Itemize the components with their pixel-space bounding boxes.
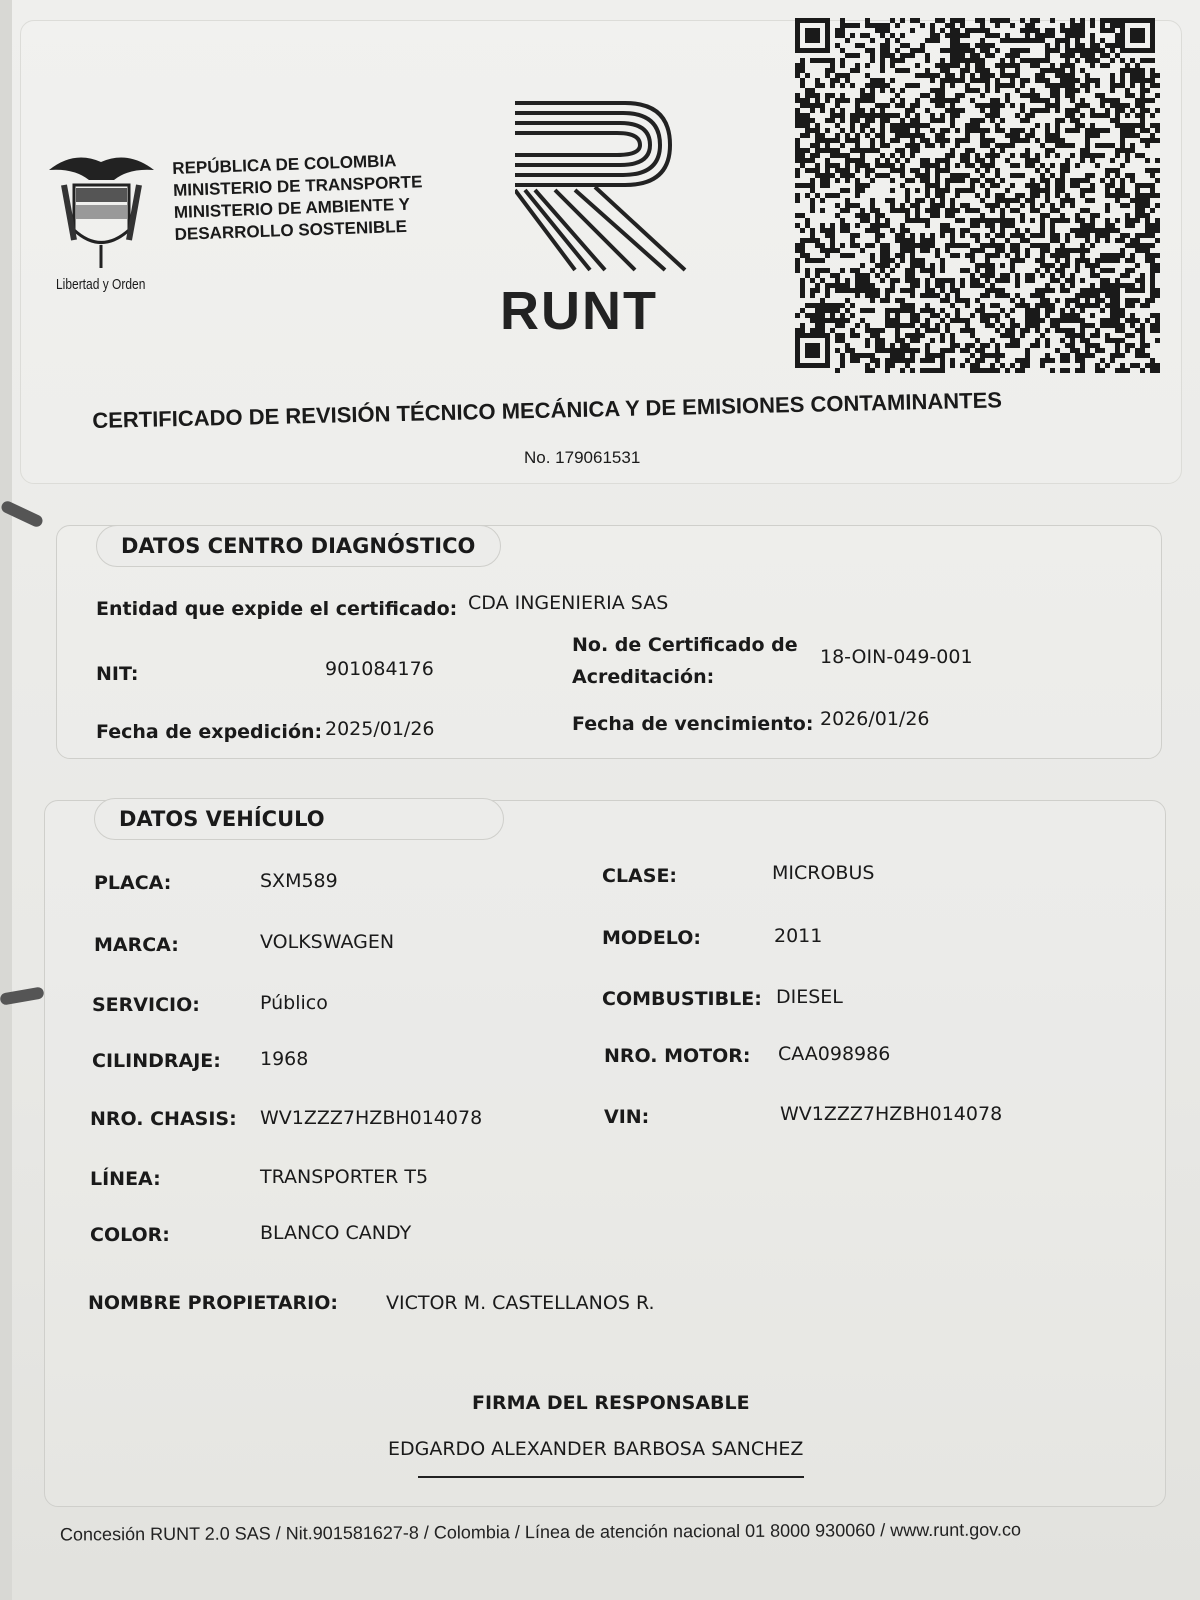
placa-value: SXM589 <box>260 870 338 892</box>
issuer-line: REPÚBLICA DE COLOMBIA <box>172 151 397 178</box>
chasis-label: NRO. CHASIS: <box>90 1108 237 1130</box>
accreditation-label: No. de Certificado de <box>572 634 798 656</box>
owner-label: NOMBRE PROPIETARIO: <box>88 1292 338 1314</box>
marca-value: VOLKSWAGEN <box>260 931 395 953</box>
motto: Libertad y Orden <box>56 276 146 293</box>
issue-date-label: Fecha de expedición: <box>96 721 323 743</box>
chasis-value: WV1ZZZ7HZBH014078 <box>260 1107 483 1129</box>
section-title: DATOS VEHÍCULO <box>94 798 504 840</box>
servicio-value: Público <box>260 992 328 1014</box>
issue-date-value: 2025/01/26 <box>325 718 435 740</box>
certificate-number: No. 179061531 <box>524 448 641 467</box>
coat-of-arms-icon <box>44 150 159 270</box>
modelo-value: 2011 <box>774 925 823 947</box>
vin-value: WV1ZZZ7HZBH014078 <box>780 1103 1003 1125</box>
combustible-label: COMBUSTIBLE: <box>602 988 762 1010</box>
signature-line <box>418 1476 804 1478</box>
marca-label: MARCA: <box>94 934 179 956</box>
clase-label: CLASE: <box>602 865 678 887</box>
issuer-line: MINISTERIO DE TRANSPORTE <box>172 172 423 200</box>
document-title: CERTIFICADO DE REVISIÓN TÉCNICO MECÁNICA Y DE EMISIONES CONTAMINANTES <box>92 387 1003 433</box>
servicio-label: SERVICIO: <box>92 994 200 1016</box>
nit-value: 901084176 <box>325 658 434 680</box>
nit-label: NIT: <box>96 663 139 685</box>
runt-logo-icon <box>515 95 695 275</box>
issuer-block <box>172 149 424 246</box>
signature-name: EDGARDO ALEXANDER BARBOSA SANCHEZ <box>388 1438 804 1460</box>
accreditation-label-line2: Acreditación: <box>572 666 715 688</box>
runt-wordmark: RUNT <box>500 281 658 341</box>
linea-value: TRANSPORTER T5 <box>260 1166 429 1188</box>
modelo-label: MODELO: <box>602 927 701 949</box>
footer: Concesión RUNT 2.0 SAS / Nit.901581627-8 / Colombia / Línea de atención nacional 01 8000 930060 / www.runt.gov.co <box>59 1519 1021 1545</box>
expiry-date-value: 2026/01/26 <box>820 708 930 730</box>
motor-value: CAA098986 <box>778 1043 891 1065</box>
qr-code-icon <box>795 18 1160 373</box>
color-value: BLANCO CANDY <box>260 1222 412 1244</box>
clase-value: MICROBUS <box>772 862 875 884</box>
section-title: DATOS CENTRO DIAGNÓSTICO <box>96 525 501 567</box>
owner-value: VICTOR M. CASTELLANOS R. <box>386 1292 655 1314</box>
color-label: COLOR: <box>90 1224 170 1246</box>
accreditation-value: 18-OIN-049-001 <box>820 646 973 668</box>
issuer-line: DESARROLLO SOSTENIBLE <box>174 216 408 244</box>
combustible-value: DIESEL <box>776 986 843 1008</box>
linea-label: LÍNEA: <box>90 1168 161 1190</box>
entity-label: Entidad que expide el certificado: <box>96 598 458 620</box>
issuer-line: MINISTERIO DE AMBIENTE Y <box>173 194 411 222</box>
vin-label: VIN: <box>604 1106 650 1128</box>
entity-value: CDA INGENIERIA SAS <box>468 592 669 614</box>
motor-label: NRO. MOTOR: <box>604 1045 751 1067</box>
expiry-date-label: Fecha de vencimiento: <box>572 713 814 735</box>
placa-label: PLACA: <box>94 872 172 894</box>
cilindraje-value: 1968 <box>260 1048 309 1070</box>
cilindraje-label: CILINDRAJE: <box>92 1050 221 1072</box>
signature-label: FIRMA DEL RESPONSABLE <box>472 1392 750 1414</box>
